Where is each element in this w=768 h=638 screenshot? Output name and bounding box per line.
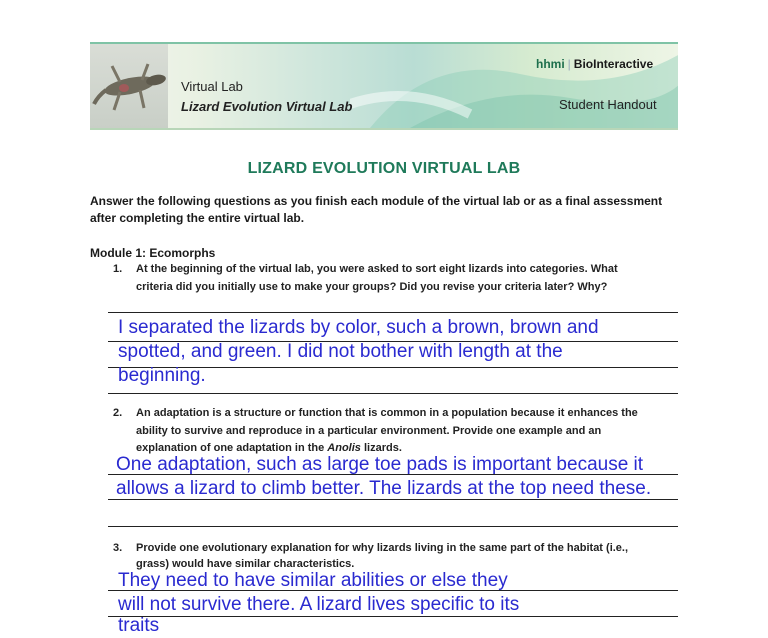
anolis-term: Anolis bbox=[327, 442, 361, 454]
instructions bbox=[90, 193, 680, 227]
question-3-line: Provide one evolutionary explanation for why lizards living in the same part of the habitat (i.e., bbox=[136, 542, 629, 554]
banner-bottom-border bbox=[90, 128, 678, 130]
question-3-number: 3. bbox=[113, 542, 123, 554]
answer-line bbox=[108, 393, 678, 394]
question-2-line: An adaptation is a structure or function that is common in a population because it enhances the bbox=[136, 407, 638, 419]
answer-line bbox=[108, 312, 678, 313]
answer-3-line-3: traits bbox=[118, 615, 160, 636]
instructions-line-1: Answer the following questions as you finish each module of the virtual lab or as a final assessment bbox=[90, 194, 663, 208]
question-2-line-end: lizards. bbox=[363, 442, 402, 454]
question-1-text bbox=[136, 261, 681, 296]
answer-1-line-3: beginning. bbox=[118, 365, 206, 386]
question-3-text bbox=[136, 540, 681, 572]
answer-1-line-2: spotted, and green. I did not bother with length at the bbox=[118, 341, 563, 362]
question-1-line: criteria did you initially use to make your groups? Did you revise your criteria later? Why? bbox=[136, 280, 608, 293]
student-handout-label: Student Handout bbox=[559, 97, 657, 112]
module-heading: Module 1: Ecomorphs bbox=[90, 246, 216, 260]
answer-2-line-2: allows a lizard to climb better. The lizards at the top need these. bbox=[116, 478, 652, 499]
answer-1-line-1: I separated the lizards by color, such a brown, brown and bbox=[118, 317, 599, 338]
answer-3-line-1: They need to have similar abilities or else they bbox=[118, 570, 508, 591]
brand-hhmi: hhmi bbox=[536, 57, 565, 71]
answer-2-line-1: One adaptation, such as large toe pads is important because it bbox=[116, 454, 644, 475]
question-2-number: 2. bbox=[113, 407, 123, 419]
virtual-lab-label: Virtual Lab bbox=[181, 79, 243, 94]
question-2-text bbox=[136, 405, 681, 458]
brand-separator: | bbox=[567, 57, 571, 71]
header-banner bbox=[90, 42, 678, 130]
lab-title: Lizard Evolution Virtual Lab bbox=[181, 99, 353, 114]
answer-line bbox=[108, 616, 678, 617]
question-2-line: ability to survive and reproduce in a particular environment. Provide one example and an bbox=[136, 424, 602, 437]
question-3-line: grass) would have similar characteristics. bbox=[136, 558, 355, 570]
answer-3-line-2: will not survive there. A lizard lives specific to its bbox=[118, 594, 520, 615]
answer-line bbox=[108, 526, 678, 527]
hhmi-biointeractive-logo bbox=[536, 57, 653, 71]
question-2-line-start: explanation of one adaptation in the bbox=[136, 442, 325, 454]
answer-line bbox=[108, 499, 678, 500]
document-title: LIZARD EVOLUTION VIRTUAL LAB bbox=[247, 160, 521, 177]
answer-line bbox=[108, 474, 678, 475]
lizard-image bbox=[90, 44, 168, 128]
question-1-number: 1. bbox=[113, 263, 123, 275]
question-1-line: At the beginning of the virtual lab, you were asked to sort eight lizards into categories. What bbox=[136, 263, 618, 275]
instructions-line-2: after completing the entire virtual lab. bbox=[90, 211, 305, 225]
brand-name: BioInteractive bbox=[573, 57, 654, 71]
answer-line bbox=[108, 590, 678, 591]
